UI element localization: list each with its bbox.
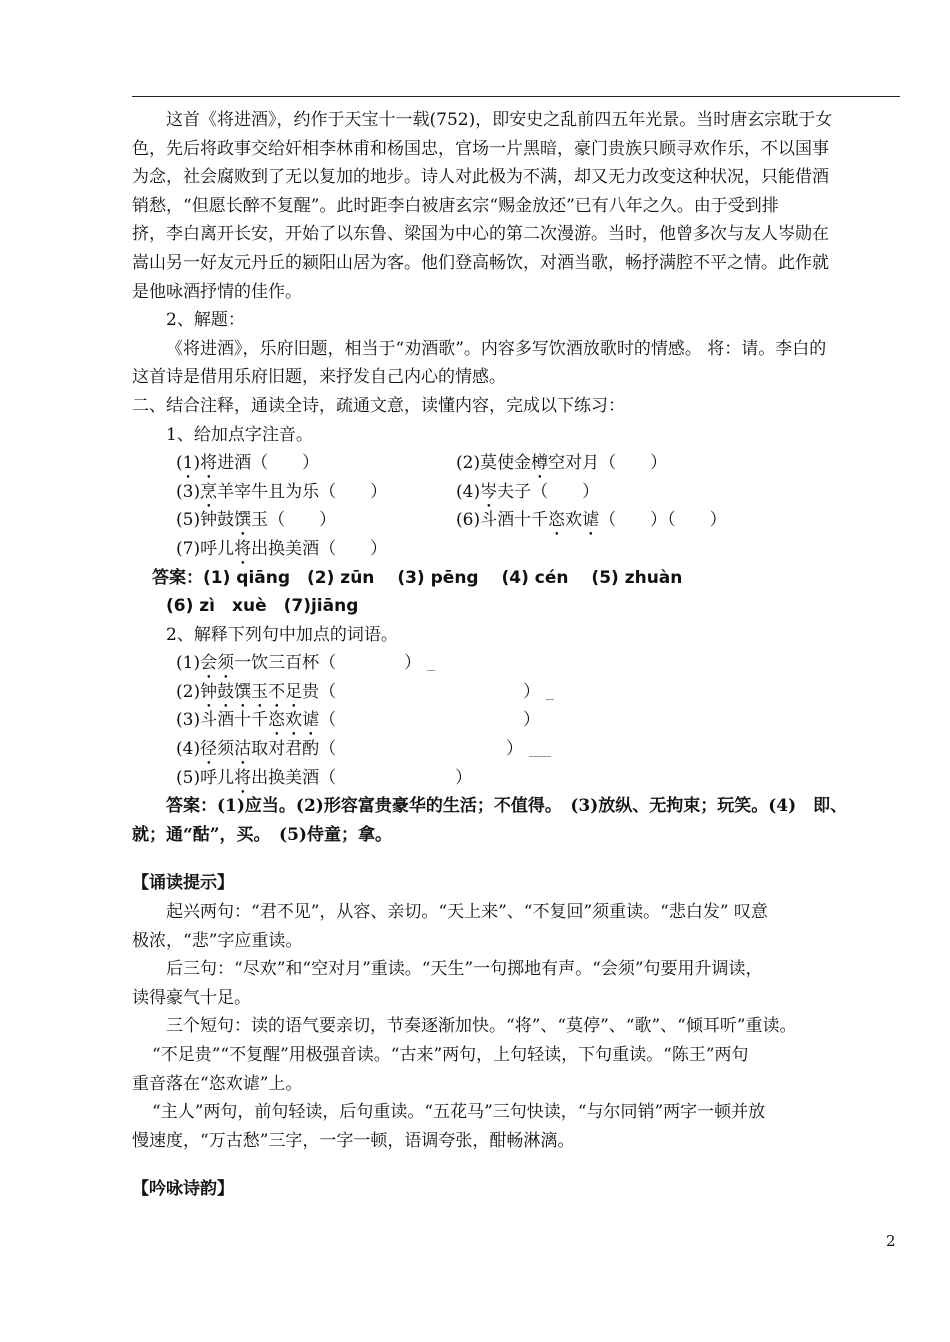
- recite-line-5: 三个短句：读的语气要亲切，节奏逐渐加快。“将”、“莫停”、“歌”、“倾耳听”重读。: [166, 1016, 797, 1037]
- title-line-2: 这首诗是借用乐府旧题，来抒发自己内心的情感。: [132, 367, 506, 388]
- exercise-1-item-1: (1)将进酒（ ）: [176, 453, 320, 474]
- exercise-2-answer-line-1: 答案：(1)应当。(2)形容富贵豪华的生活；不值得。 (3)放纵、无拘束；玩笑。(4) 即、: [166, 796, 848, 817]
- exercise-2-item-4: (4)径须沽取对君酌（ ）: [132, 735, 904, 764]
- recite-heading: 【诵读提示】: [132, 873, 234, 894]
- exercise-1-item-4: (4)岑夫子（ ）: [456, 481, 600, 502]
- exercise-1-item-7: (7)呼儿将出换美酒（ ）: [176, 538, 388, 559]
- recite-line-2: 极浓，“悲”字应重读。: [132, 930, 303, 951]
- underline-mark: [427, 670, 435, 671]
- recite-line-7: 重音落在“恣欢谑”上。: [132, 1073, 303, 1094]
- header-rule: [132, 96, 900, 97]
- exercise-1-row-3: [132, 506, 904, 535]
- exercise-2-item-1: (1)会须一饮三百杯（ ）: [132, 649, 904, 678]
- chant-heading: 【吟咏诗韵】: [132, 1179, 234, 1200]
- background-line-2: 色，先后将政事交给奸相李林甫和杨国忠，官场一片黑暗，豪门贵族只顾寻欢作乐，不以国事: [132, 138, 829, 159]
- exercise-1-item-2: (2)莫使金樽空对月（ ）: [456, 453, 668, 474]
- background-line-7: 是他咏酒抒情的佳作。: [132, 281, 302, 302]
- recite-line-4: 读得豪气十足。: [132, 987, 251, 1008]
- exercise-1-answer-line-1: 答案：(1) qiāng (2) zūn (3) pēng (4) cén (5) zhuàn: [152, 567, 683, 588]
- recite-line-3: 后三句：“尽欢”和“空对月”重读。“天生”一句掷地有声。“会须”句要用升调读，: [166, 959, 763, 980]
- title-line-1: 《将进酒》，乐府旧题，相当于“劝酒歌”。内容多写饮酒放歌时的情感。 将：请。李白的: [166, 338, 827, 359]
- exercise-2-item-5: (5)呼儿将出换美酒（ ）: [176, 767, 473, 788]
- background-line-5: 挤，李白离开长安，开始了以东鲁、梁国为中心的第二次漫游。当时，他曾多次与友人岑勋在: [132, 224, 829, 245]
- exercise-1-row-2: [132, 478, 904, 507]
- recite-line-6: “不足贵”“不复醒”用极强音读。“古来”两句，上句轻读，下句重读。“陈王”两句: [152, 1045, 749, 1065]
- underline-mark: [529, 756, 551, 757]
- title-heading: 2、解题：: [166, 310, 245, 331]
- exercise-1-heading: 1、给加点字注音。: [166, 424, 313, 445]
- recite-line-1: 起兴两句：“君不见”，从容、亲切。“天上来”、“不复回”须重读。“悲白发” 叹意: [166, 902, 768, 923]
- exercise-2-answer-line-2: 就；通“酤”，买。 (5)侍童；拿。: [132, 824, 392, 845]
- background-line-1: 这首《将进酒》，约作于天宝十一载(752)，即安史之乱前四五年光景。当时唐玄宗耽于女: [166, 110, 833, 130]
- underline-mark: [546, 699, 554, 700]
- exercise-2-heading: 2、解释下列句中加点的词语。: [166, 624, 398, 645]
- exercise-1-item-6: (6)斗酒十千恣欢谑（ ）（ ）: [456, 510, 727, 531]
- background-line-3: 为念，社会腐败到了无以复加的地步。诗人对此极为不满，却又无力改变这种状况，只能借酒: [132, 167, 829, 188]
- recite-line-9: 慢速度，“万古愁”三字，一字一顿，语调夸张，酣畅淋漓。: [132, 1130, 575, 1151]
- exercise-1-row-1: [132, 449, 904, 478]
- section-2-heading: 二、结合注释，通读全诗，疏通文意，读懂内容，完成以下练习：: [132, 395, 625, 416]
- exercise-2-item-3: (3)斗酒十千恣欢谑（ ）: [176, 710, 541, 731]
- exercise-2-item-2: (2)钟鼓馔玉不足贵（ ）: [132, 678, 904, 707]
- exercise-1-item-3: (3)烹羊宰牛且为乐（ ）: [176, 481, 388, 502]
- background-line-6: 嵩山另一好友元丹丘的颍阳山居为客。他们登高畅饮，对酒当歌，畅抒满腔不平之情。此作就: [132, 252, 829, 273]
- document-body: [132, 106, 904, 1204]
- page-number: 2: [886, 1232, 896, 1250]
- exercise-1-item-5: (5)钟鼓馔玉（ ）: [176, 510, 337, 531]
- recite-line-8: “主人”两句，前句轻读，后句重读。“五花马”三句快读，“与尔同销”两字一顿并放: [152, 1102, 766, 1123]
- background-line-4: 销愁，“但愿长醉不复醒”。此时距李白被唐玄宗“赐金放还”已有八年之久。由于受到排: [132, 195, 779, 216]
- exercise-1-answer-line-2: (6) zì xuè (7)jiāng: [166, 596, 359, 617]
